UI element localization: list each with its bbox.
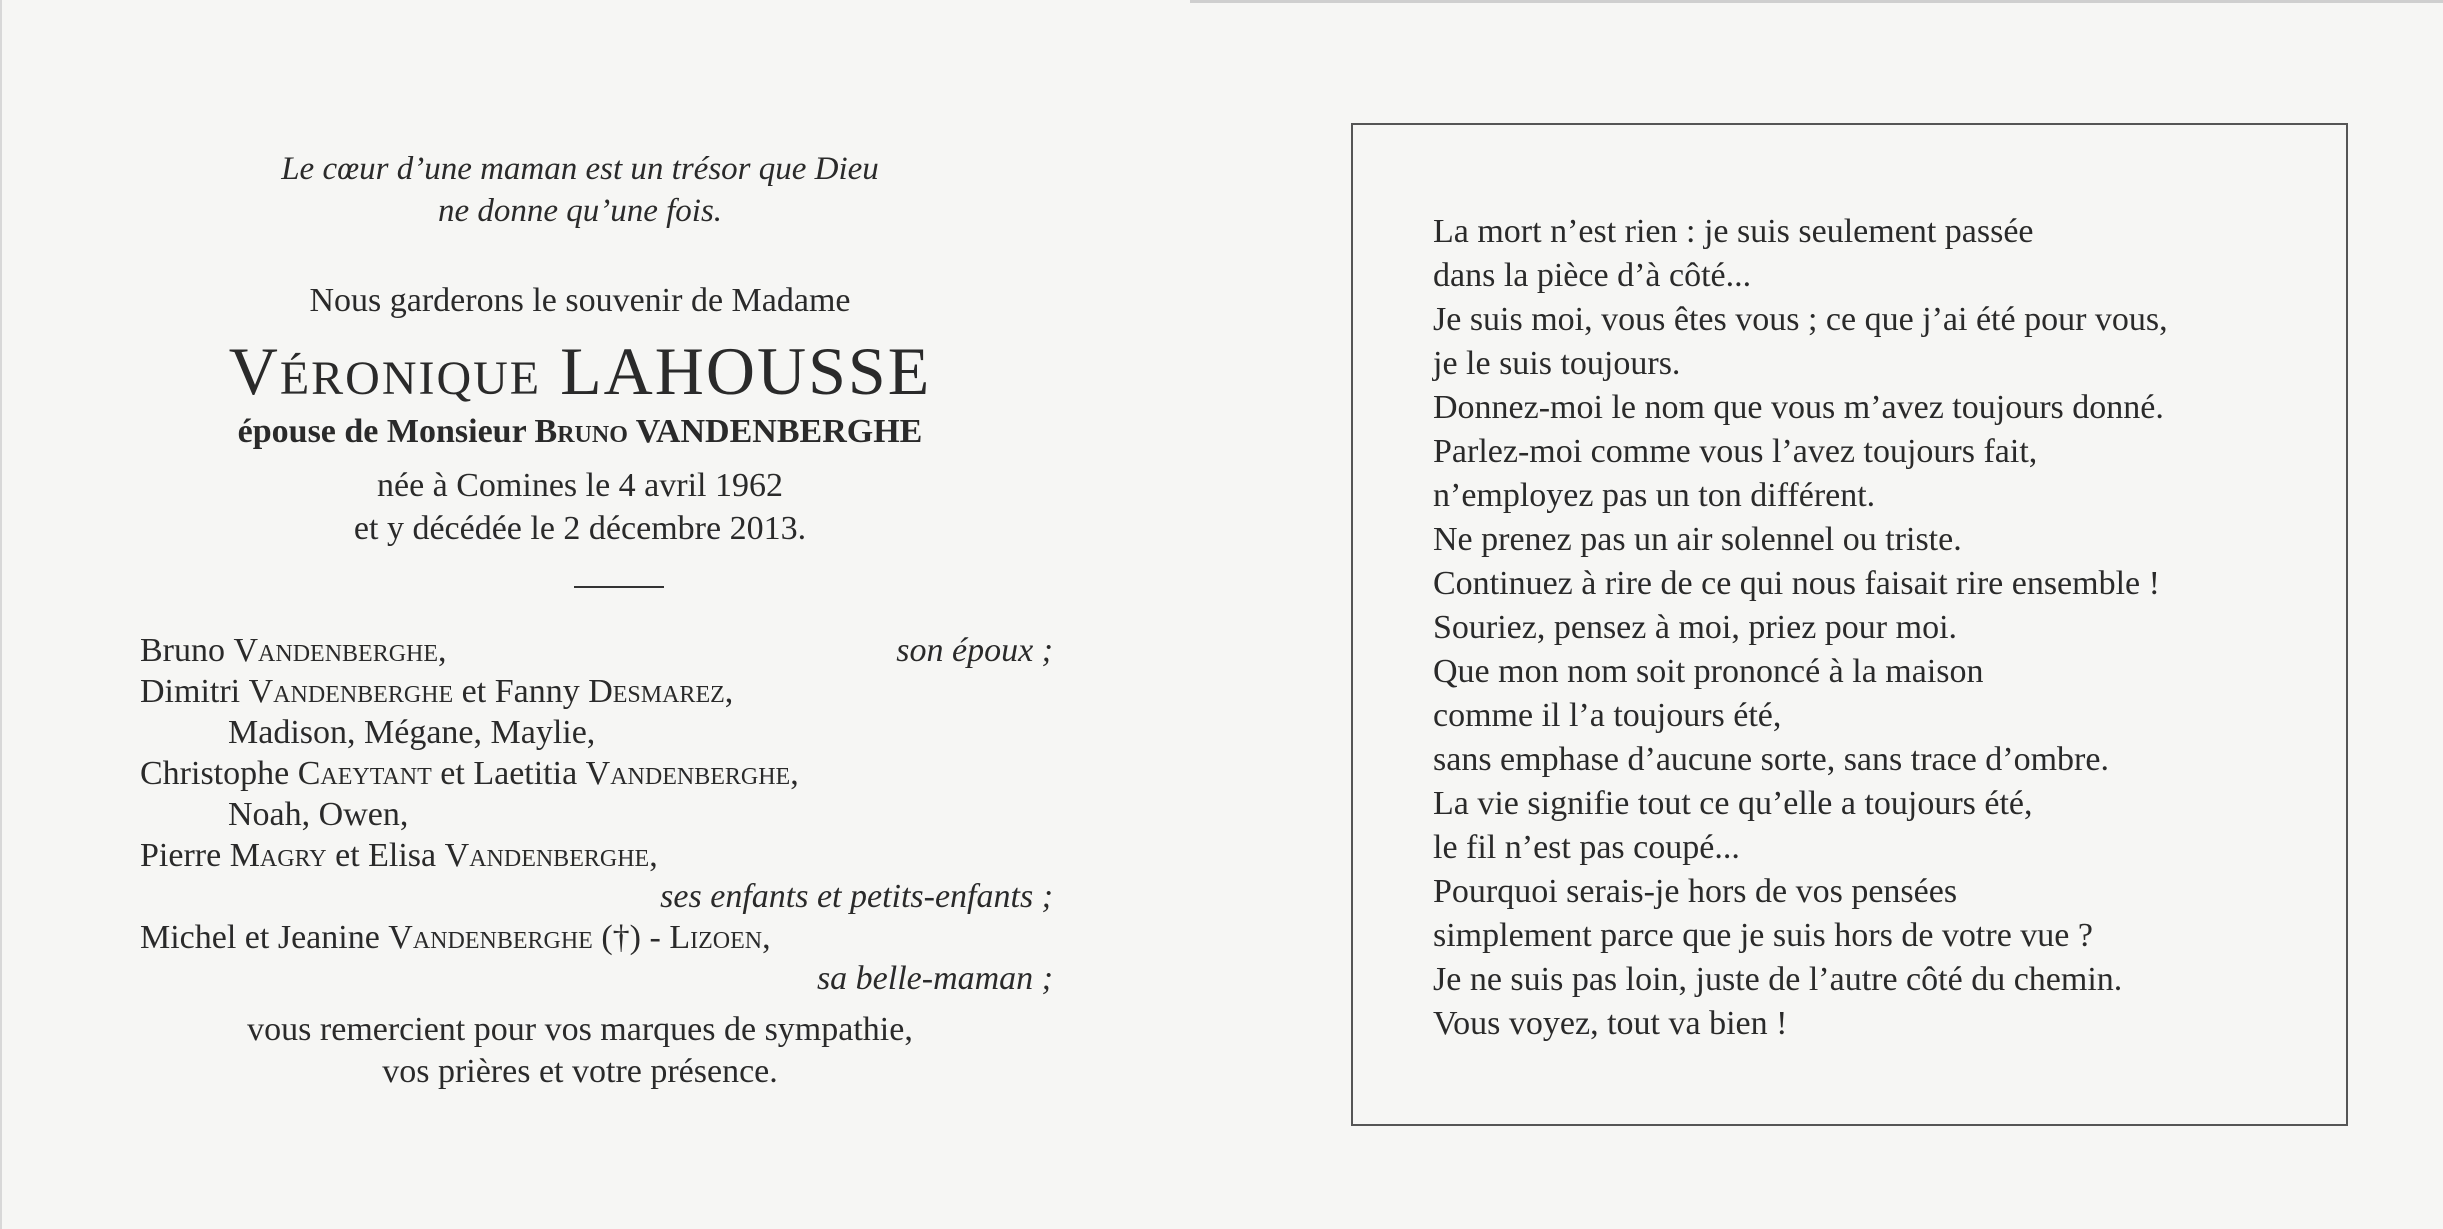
poem-line: sans emphase d’aucune sorte, sans trace d’ombre. xyxy=(1433,741,2109,778)
family-text: , xyxy=(790,755,799,792)
poem-line: La mort n’est rien : je suis seulement passée xyxy=(1433,213,2034,250)
family-surname: Vandenberghe xyxy=(388,919,593,956)
poem-line: dans la pièce d’à côté... xyxy=(1433,257,1752,294)
family-text: et Laetitia xyxy=(431,755,586,792)
epigraph xyxy=(100,148,1060,232)
family-line xyxy=(140,671,1100,712)
family-role: ses enfants et petits-enfants ; xyxy=(660,878,1053,915)
poem-line: Vous voyez, tout va bien ! xyxy=(1433,1005,1788,1042)
poem-line: Je suis moi, vous êtes vous ; ce que j’ai été pour vous, xyxy=(1433,301,2168,338)
poem-line: Que mon nom soit prononcé à la maison xyxy=(1433,653,1984,690)
family-text: , xyxy=(724,673,734,710)
family-line xyxy=(140,630,1100,671)
thanks-line: vos prières et votre présence. xyxy=(382,1053,778,1090)
family-text: , xyxy=(649,837,658,874)
family-surname: Vandenberghe xyxy=(233,632,439,669)
spouse-last-name: VANDENBERGHE xyxy=(635,413,923,450)
family-line xyxy=(140,753,1100,794)
poem-line: je le suis toujours. xyxy=(1433,345,1681,382)
family-text: et Elisa xyxy=(326,837,445,874)
family-surname: Desmarez xyxy=(588,673,725,710)
family-text: , xyxy=(438,632,447,669)
poem-line: le fil n’est pas coupé... xyxy=(1433,829,1740,866)
family-surname: Vandenberghe xyxy=(444,837,650,874)
family-text: Christophe xyxy=(140,755,298,792)
family-text: Dimitri xyxy=(140,673,249,710)
family-line xyxy=(140,917,1100,958)
family-text: (†) - xyxy=(592,919,670,956)
poem xyxy=(1433,210,2333,1046)
family-text: Michel et Jeanine xyxy=(140,919,389,956)
thanks-text xyxy=(100,1009,1060,1093)
spouse-first-name: Bruno xyxy=(534,413,628,450)
poem-line: Pourquoi serais-je hors de vos pensées xyxy=(1433,873,1958,910)
poem-line: La vie signifie tout ce qu’elle a toujours été, xyxy=(1433,785,2033,822)
spouse-prefix: épouse de Monsieur xyxy=(237,413,527,450)
deceased-name xyxy=(100,333,1060,409)
poem-line: Souriez, pensez à moi, priez pour moi. xyxy=(1433,609,1958,646)
scan-edge-left xyxy=(0,0,2,1229)
poem-line: n’employez pas un ton différent. xyxy=(1433,477,1876,514)
spouse-line xyxy=(100,410,1060,454)
poem-line: Continuez à rire de ce qui nous faisait rire ensemble ! xyxy=(1433,565,2160,602)
intro-text: Nous garderons le souvenir de Madame xyxy=(309,282,851,319)
family-line: Madison, Mégane, Maylie, xyxy=(228,714,596,751)
divider xyxy=(574,586,664,588)
family-text: Pierre xyxy=(140,837,230,874)
family-text: Bruno xyxy=(140,632,234,669)
poem-line: Ne prenez pas un air solennel ou triste. xyxy=(1433,521,1962,558)
epigraph-line: ne donne qu’une fois. xyxy=(437,193,723,229)
poem-frame xyxy=(1351,123,2348,1126)
dates xyxy=(100,464,1060,550)
poem-line: Parlez-moi comme vous l’avez toujours fait, xyxy=(1433,433,2038,470)
left-panel xyxy=(140,148,1100,1093)
family-surname: Magry xyxy=(229,837,327,874)
epigraph-line: Le cœur d’une maman est un trésor que Dieu xyxy=(281,151,879,187)
family-line xyxy=(140,835,1100,876)
poem-line: Donnez-moi le nom que vous m’avez toujours donné. xyxy=(1433,389,2164,426)
family-text: et Fanny xyxy=(453,673,589,710)
poem-line: comme il l’a toujours été, xyxy=(1433,697,1782,734)
thanks-line: vous remercient pour vos marques de sympathie, xyxy=(247,1011,913,1048)
family-surname: Vandenberghe xyxy=(585,755,791,792)
death-line: et y décédée le 2 décembre 2013. xyxy=(353,510,807,547)
family-line: Noah, Owen, xyxy=(228,796,409,833)
family-surname: Vandenberghe xyxy=(248,673,454,710)
family-role: son époux ; xyxy=(896,632,1053,669)
family-list xyxy=(140,630,1100,999)
birth-line: née à Comines le 4 avril 1962 xyxy=(376,467,783,504)
scan-edge-top xyxy=(1190,0,2443,3)
deceased-last-name: LAHOUSSE xyxy=(560,333,932,409)
poem-line: Je ne suis pas loin, juste de l’autre côté du chemin. xyxy=(1433,961,2123,998)
family-surname: Caeytant xyxy=(297,755,432,792)
deceased-first-name: Véronique xyxy=(228,333,542,409)
family-text: , xyxy=(762,919,771,956)
family-role: sa belle-maman ; xyxy=(816,960,1053,997)
family-surname: Lizoen xyxy=(669,919,763,956)
poem-line: simplement parce que je suis hors de votre vue ? xyxy=(1433,917,2093,954)
